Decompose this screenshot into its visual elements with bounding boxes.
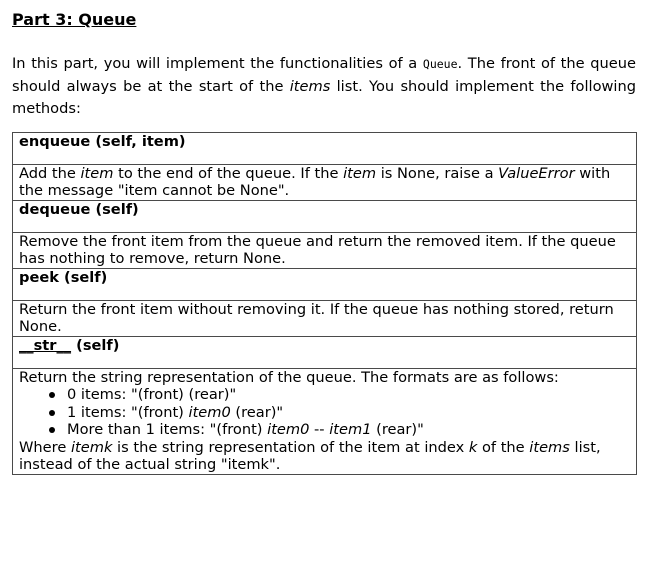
item0-term: item0 <box>267 421 310 438</box>
format-item-1 <box>67 404 630 422</box>
bullet-icon <box>49 410 55 416</box>
intro-text-2: . The front of the queue should always be at the start of the <box>12 55 636 95</box>
str-signature <box>13 336 637 368</box>
method-row-str-signature <box>13 336 637 368</box>
itemk-term: itemk <box>70 438 113 456</box>
peek-description: Return the front item without removing it. If the queue has nothing stored, return None. <box>13 300 637 336</box>
dequeue-signature: dequeue (self) <box>13 200 637 232</box>
methods-table <box>12 132 637 475</box>
method-row-peek-description <box>13 300 637 336</box>
format-list <box>19 386 630 439</box>
method-row-peek-signature <box>13 268 637 300</box>
str-description <box>13 368 637 474</box>
format-item-0 <box>67 386 630 404</box>
str-signature-args: (self) <box>71 336 120 354</box>
bullet-icon <box>49 392 55 398</box>
bullet-icon <box>49 427 55 433</box>
enqueue-item-term-2: item <box>343 164 377 182</box>
items-term: items <box>529 438 570 456</box>
enqueue-text-3: is None, raise a <box>376 164 499 182</box>
format-item-0-text: 0 items: "(front) (rear)" <box>67 386 237 403</box>
format-item-many-text-b: -- <box>309 421 330 438</box>
method-row-dequeue-description <box>13 232 637 268</box>
where-text-2: is the string representation of the item at index <box>112 438 469 456</box>
item1-term: item1 <box>329 421 372 438</box>
where-text-3: of the <box>477 438 530 456</box>
where-text-1: Where <box>19 438 71 456</box>
intro-paragraph <box>12 53 636 121</box>
format-item-many <box>67 421 630 439</box>
str-dunder-name: __str__ <box>19 336 72 354</box>
method-row-enqueue-description <box>13 164 637 200</box>
k-term: k <box>468 438 478 456</box>
document-page <box>12 8 636 475</box>
enqueue-item-term-1: item <box>80 164 114 182</box>
format-item-1-text-a: 1 items: "(front) <box>67 403 189 421</box>
dequeue-description: Remove the front item from the queue and return the removed item. If the queue has nothing to remove, return None. <box>13 232 637 268</box>
items-term: items <box>289 77 331 95</box>
enqueue-signature: enqueue (self, item) <box>13 132 637 164</box>
method-row-enqueue-signature <box>13 132 637 164</box>
format-item-many-text-c: (rear)" <box>371 421 424 438</box>
enqueue-text-4: with the message "item cannot be None". <box>19 164 611 199</box>
enqueue-description <box>13 164 637 200</box>
method-row-dequeue-signature <box>13 200 637 232</box>
enqueue-text-1: Add the <box>19 164 81 182</box>
where-text-4: list, instead of the actual string "itemk". <box>19 438 601 473</box>
str-where-note <box>19 439 630 474</box>
format-item-1-text-b: (rear)" <box>230 403 284 421</box>
format-item-many-text-a: More than 1 items: "(front) <box>67 421 268 438</box>
valueerror-term: ValueError <box>498 164 575 182</box>
method-row-str-description <box>13 368 637 474</box>
item0-term: item0 <box>188 403 231 421</box>
intro-text-3: list. You should implement the following methods: <box>12 77 636 117</box>
section-heading: Part 3: Queue <box>12 10 137 29</box>
intro-text-1: In this part, you will implement the functionalities of a <box>12 55 423 72</box>
peek-signature: peek (self) <box>13 268 637 300</box>
str-intro: Return the string representation of the queue. The formats are as follows: <box>19 368 559 386</box>
queue-code-term: Queue <box>422 57 458 71</box>
enqueue-text-2: to the end of the queue. If the <box>113 164 344 182</box>
